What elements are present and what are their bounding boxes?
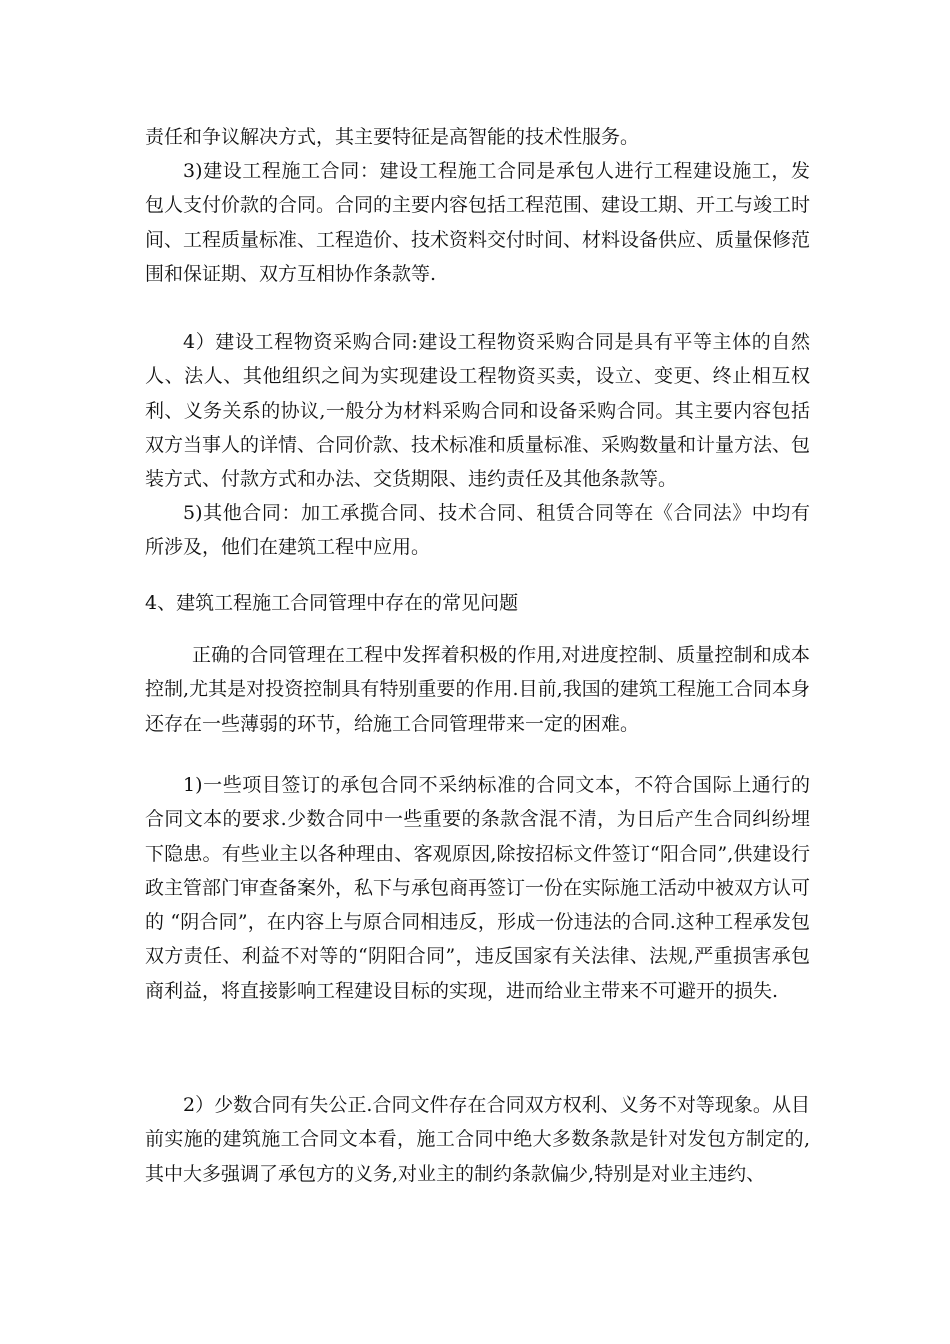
paragraph-problem-2: 2）少数合同有失公正.合同文件存在合同双方权利、义务不对等现象。从目前实施的建筑施工合同文本看，施工合同中绝大多数条款是针对发包方制定的,其中大多强调了承包方的义务,对业主的制约条款偏少,特别是对业主违约、 <box>145 1094 810 1185</box>
paragraph-continuation: 责任和争议解决方式，其主要特征是高智能的技术性服务。 <box>145 126 640 148</box>
section-heading: 4、建筑工程施工合同管理中存在的常见问题 <box>145 592 519 614</box>
paragraph-other-contracts: 5)其他合同：加工承揽合同、技术合同、租赁合同等在《合同法》中均有所涉及，他们在建筑工程中应用。 <box>145 502 810 559</box>
paragraph-problem-1: 1)一些项目签订的承包合同不采纳标准的合同文本，不符合国际上通行的合同文本的要求.少数合同中一些重要的条款含混不清，为日后产生合同纠纷埋下隐患。有些业主以各种理由、客观原因,除按招标文件签订“阳合同”,供建设行政主管部门审查备案外，私下与承包商再签订一份在实际施工活动中被双方认可的 “阴合同”，在内容上与原合同相违反，形成一份违法的合同.这种工程承发包双方责任、利益不对等的“阴阳合同”，违反国家有关法律、法规,严重损害承包商利益，将直接影响工程建设目标的实现，进而给业主带来不可避开的损失. <box>145 774 811 1002</box>
paragraph-construction-contract: 3)建设工程施工合同：建设工程施工合同是承包人进行工程建设施工，发包人支付价款的合同。合同的主要内容包括工程范围、建设工期、开工与竣工时间、工程质量标准、工程造价、技术资料交付时间、材料设备供应、质量保修范围和保证期、双方互相协作条款等. <box>145 160 811 285</box>
paragraph-materials-contract: 4）建设工程物资采购合同:建设工程物资采购合同是具有平等主体的自然人、法人、其他组织之间为实现建设工程物资买卖，设立、变更、终止相互权利、义务关系的协议,一般分为材料采购合同和设备采购合同。其主要内容包括双方当事人的详情、合同价款、技术标准和质量标准、采购数量和计量方法、包装方式、付款方式和办法、交货期限、违约责任及其他条款等。 <box>145 331 811 491</box>
paragraph-intro: 正确的合同管理在工程中发挥着积极的作用,对进度控制、质量控制和成本控制,尤其是对投资控制具有特别重要的作用.目前,我国的建筑工程施工合同本身还存在一些薄弱的环节，给施工合同管理带来一定的困难。 <box>145 644 810 735</box>
